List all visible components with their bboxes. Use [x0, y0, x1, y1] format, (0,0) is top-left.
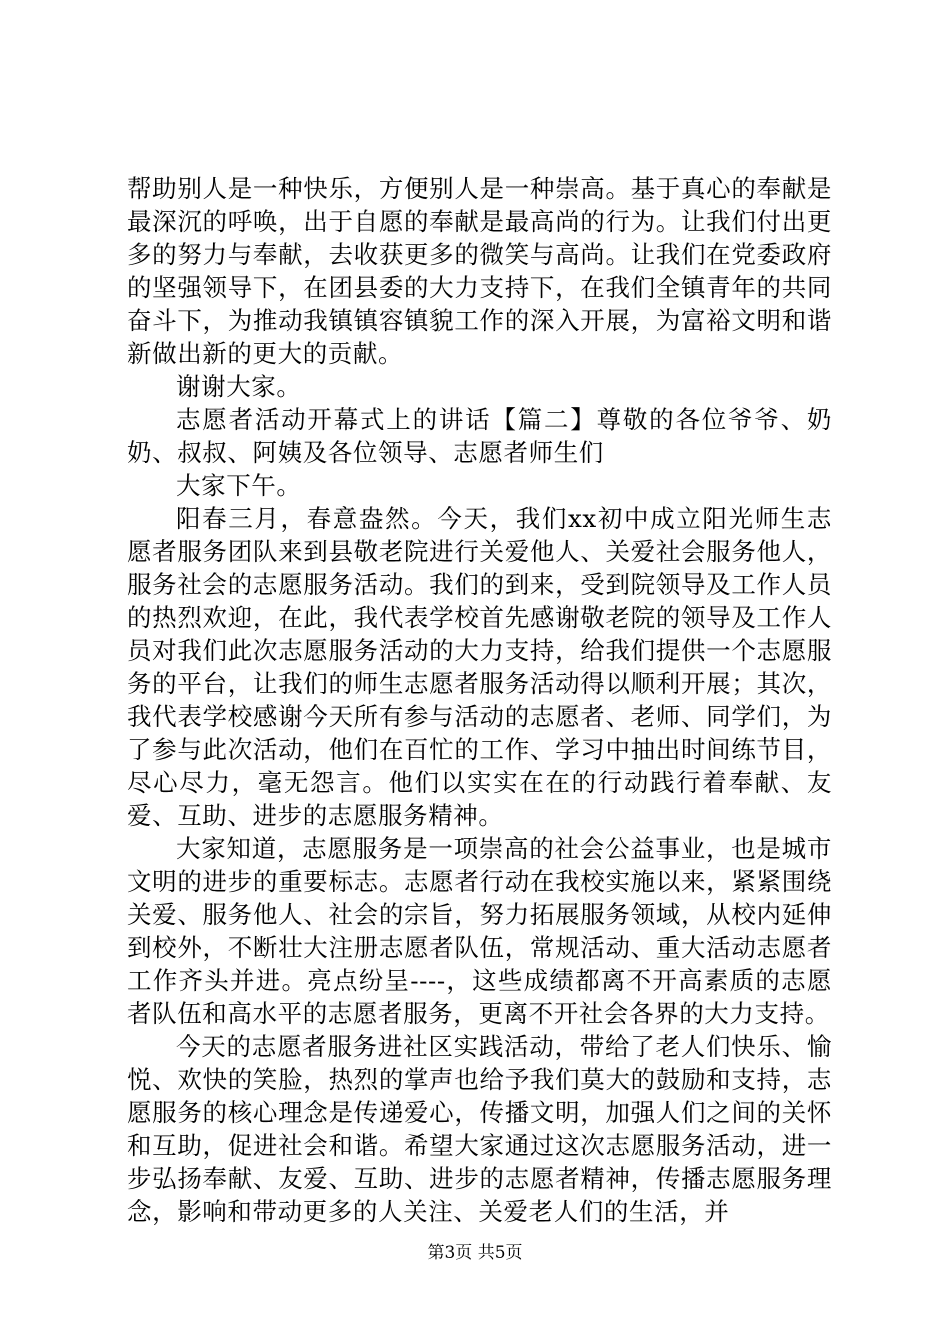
document-body [127, 172, 832, 1228]
paragraph-5: 阳春三月，春意盎然。今天，我们xx初中成立阳光师生志愿者服务团队来到县敬老院进行关爱他人、关爱社会服务他人，服务社会的志愿服务活动。我们的到来，受到院领导及工作人员的热烈欢迎，在此，我代表学校首先感谢敬老院的领导及工作人员对我们此次志愿服务活动的大力支持，给我们提供一个志愿服务的平台，让我们的师生志愿者服务活动得以顺利开展；其次，我代表学校感谢今天所有参与活动的志愿者、老师、同学们，为了参与此次活动，他们在百忙的工作、学习中抽出时间练节目，尽心尽力，毫无怨言。他们以实实在在的行动践行着奉献、友爱、互助、进步的志愿服务精神。 [127, 504, 832, 830]
paragraph-4: 大家下午。 [176, 471, 302, 500]
page-number: 第3页 共5页 [427, 1243, 523, 1263]
paragraph-1: 帮助别人是一种快乐，方便别人是一种崇高。基于真心的奉献是最深沉的呼唤，出于自愿的奉献是最高尚的行为。让我们付出更多的努力与奉献，去收获更多的微笑与高尚。让我们在党委政府的坚强领导下，在团县委的大力支持下，在我们全镇青年的共同奋斗下，为推动我镇镇容镇貌工作的深入开展，为富裕文明和谐新做出新的更大的贡献。 [127, 174, 832, 368]
paragraph-6: 大家知道，志愿服务是一项崇高的社会公益事业，也是城市文明的进步的重要标志。志愿者行动在我校实施以来，紧紧围绕关爱、服务他人、社会的宗旨，努力拓展服务领域，从校内延伸到校外，不断壮大注册志愿者队伍，常规活动、重大活动志愿者工作齐头并进。亮点纷呈----，这些成绩都离不开高素质的志愿者队伍和高水平的志愿者服务，更离不开社会各界的大力支持。 [127, 834, 832, 1028]
paragraph-7: 今天的志愿者服务进社区实践活动，带给了老人们快乐、愉悦、欢快的笑脸，热烈的掌声也给予我们莫大的鼓励和支持，志愿服务的核心理念是传递爱心，传播文明，加强人们之间的关怀和互助，促进社会和谐。希望大家通过这次志愿服务活动，进一步弘扬奉献、友爱、互助、进步的志愿者精神，传播志愿服务理念，影响和带动更多的人关注、关爱老人们的生活，并 [127, 1032, 832, 1226]
paragraph-2: 谢谢大家。 [176, 372, 302, 401]
paragraph-3: 志愿者活动开幕式上的讲话【篇二】尊敬的各位爷爷、奶奶、叔叔、阿姨及各位领导、志愿者师生们 [127, 405, 832, 467]
page-footer [0, 1242, 950, 1264]
